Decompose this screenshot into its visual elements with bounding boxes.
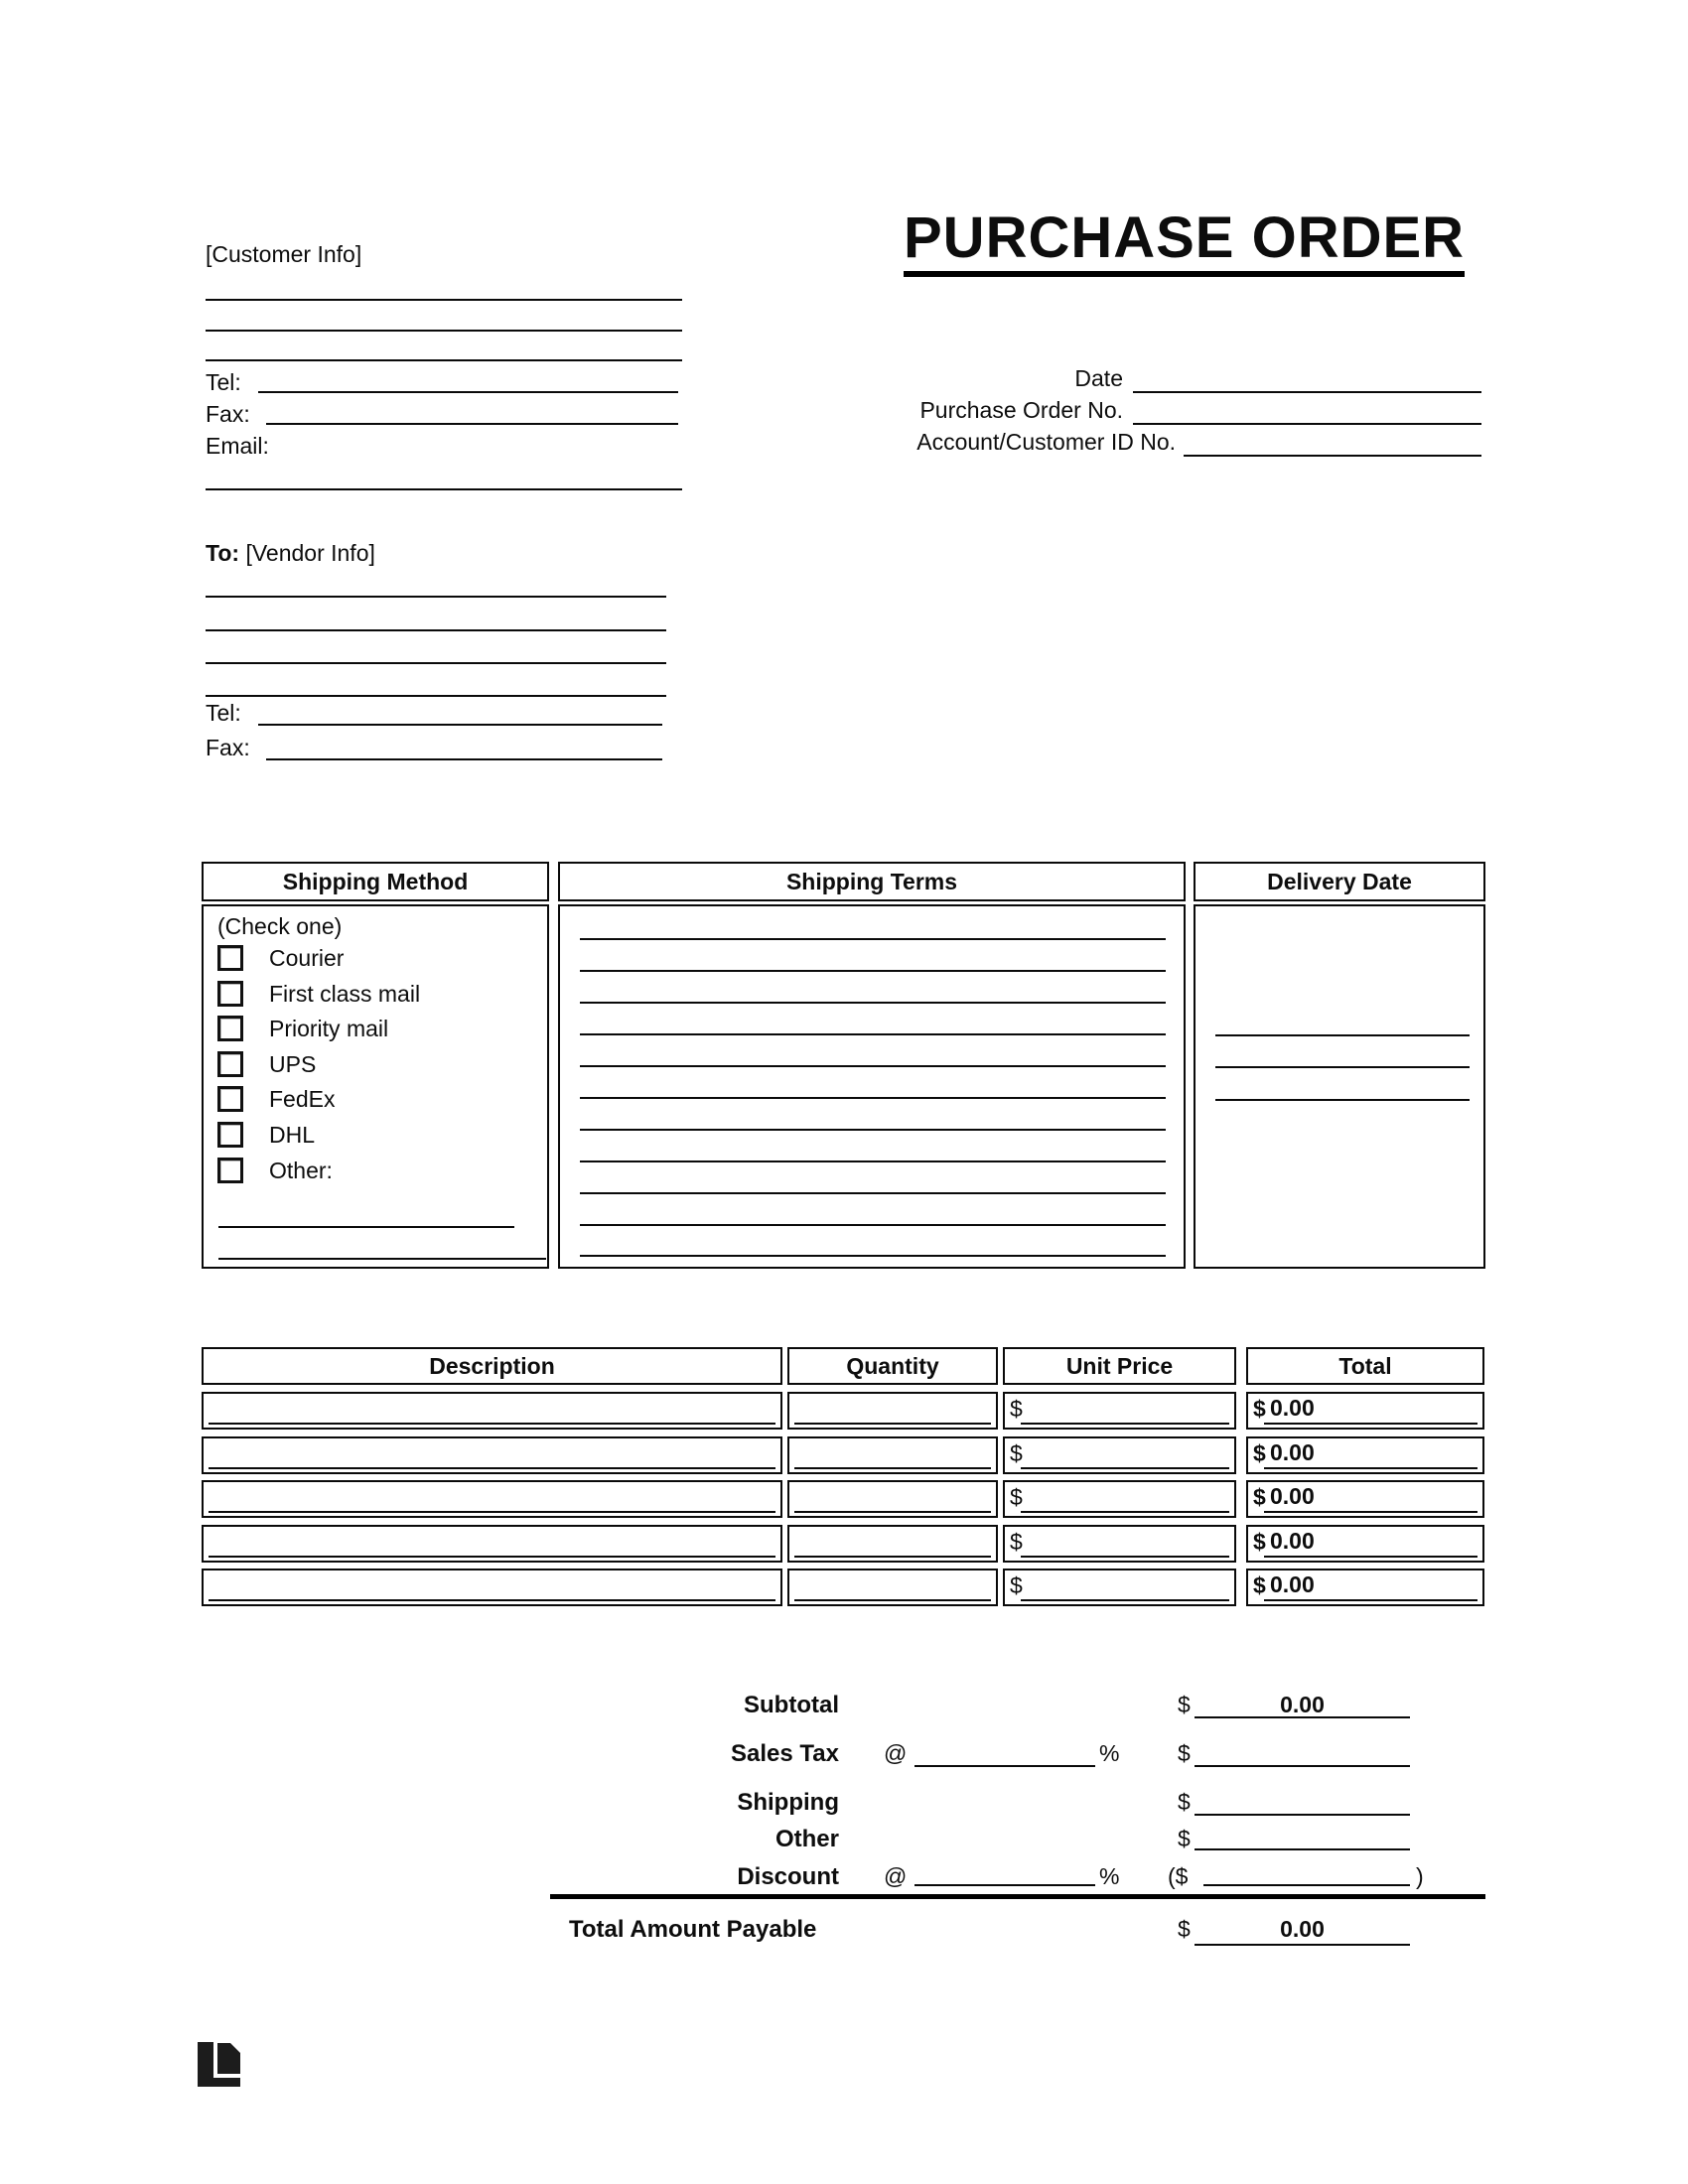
- item-row-4-unit-price-cell: [1003, 1525, 1236, 1563]
- item-row-3-total-cell: [1246, 1480, 1484, 1518]
- ups-label: UPS: [269, 1050, 317, 1077]
- currency-symbol: $: [1010, 1440, 1023, 1466]
- check-one-label: (Check one): [217, 913, 343, 939]
- courier-label: Courier: [269, 944, 345, 971]
- shipping-option-courier[interactable]: [217, 944, 344, 972]
- vendor-fax-field[interactable]: [266, 758, 662, 760]
- sales-tax-currency: $: [1178, 1740, 1191, 1766]
- legal-templates-logo: [198, 2042, 240, 2092]
- item-row-1-unit-price-field[interactable]: [1021, 1423, 1229, 1425]
- description-header: Description: [202, 1347, 782, 1385]
- totals-divider: [550, 1894, 1485, 1899]
- item-row-2-unit-price-field[interactable]: [1021, 1467, 1229, 1469]
- total-header: Total: [1246, 1347, 1484, 1385]
- other-checkbox[interactable]: [217, 1158, 243, 1183]
- shipping-method-cell: [202, 904, 549, 1269]
- shipping-option-priority-mail[interactable]: [217, 1015, 388, 1042]
- discount-close-paren: ): [1416, 1863, 1424, 1889]
- vendor-address-line-3[interactable]: [206, 662, 666, 664]
- customer-fax-label: Fax:: [206, 401, 250, 427]
- other-method-field[interactable]: [218, 1226, 514, 1228]
- shipping-method-header: Shipping Method: [202, 862, 549, 901]
- shipping-terms-line-4[interactable]: [580, 1033, 1166, 1035]
- item-row-5-quantity-cell: [787, 1569, 998, 1606]
- shipping-terms-line-8[interactable]: [580, 1160, 1166, 1162]
- fedex-label: FedEx: [269, 1085, 336, 1112]
- item-row-2-description-cell: [202, 1436, 782, 1474]
- item-row-2-unit-price-cell: [1003, 1436, 1236, 1474]
- item-row-5-description-cell: [202, 1569, 782, 1606]
- discount-at-symbol: @: [884, 1863, 908, 1889]
- shipping-terms-header: Shipping Terms: [558, 862, 1186, 901]
- subtotal-currency: $: [1178, 1692, 1191, 1717]
- subtotal-label: Subtotal: [744, 1692, 839, 1718]
- item-row-5-unit-price-field[interactable]: [1021, 1599, 1229, 1601]
- unit-price-header: Unit Price: [1003, 1347, 1236, 1385]
- delivery-date-line-2[interactable]: [1215, 1066, 1470, 1068]
- item-row-1-total-value: 0.00: [1270, 1395, 1315, 1421]
- item-row-3-unit-price-field[interactable]: [1021, 1511, 1229, 1513]
- vendor-address-line-2[interactable]: [206, 629, 666, 631]
- customer-info-label: [Customer Info]: [206, 241, 362, 267]
- shipping-option-dhl[interactable]: [217, 1121, 315, 1149]
- item-row-5-quantity-field[interactable]: [794, 1599, 991, 1601]
- other-method-field-2[interactable]: [218, 1258, 546, 1260]
- discount-open-paren: ($: [1168, 1863, 1189, 1889]
- item-row-2-quantity-cell: [787, 1436, 998, 1474]
- discount-field[interactable]: [1203, 1884, 1410, 1886]
- shipping-terms-line-7[interactable]: [580, 1129, 1166, 1131]
- item-row-4-description-field[interactable]: [209, 1556, 775, 1558]
- currency-symbol: $: [1010, 1484, 1023, 1510]
- customer-tel-label: Tel:: [206, 369, 241, 395]
- page-title: PURCHASE ORDER: [904, 208, 1465, 277]
- customer-address-line-3[interactable]: [206, 359, 682, 361]
- shipping-terms-line-11[interactable]: [580, 1255, 1166, 1257]
- to-label: To:: [206, 540, 240, 566]
- currency-symbol: $: [1253, 1529, 1266, 1555]
- shipping-terms-line-3[interactable]: [580, 1002, 1166, 1004]
- customer-fax-field[interactable]: [266, 423, 678, 425]
- customer-email-field[interactable]: [206, 488, 682, 490]
- other-label: Other: [774, 1826, 839, 1852]
- po-number-label: Purchase Order No.: [919, 397, 1123, 423]
- priority-mail-label: Priority mail: [269, 1015, 389, 1041]
- dhl-label: DHL: [269, 1121, 316, 1148]
- currency-symbol: $: [1253, 1440, 1266, 1466]
- item-row-3-description-cell: [202, 1480, 782, 1518]
- fedex-checkbox[interactable]: [217, 1086, 243, 1112]
- vendor-address-line-1[interactable]: [206, 596, 666, 598]
- item-row-4-unit-price-field[interactable]: [1021, 1556, 1229, 1558]
- vendor-tel-label: Tel:: [206, 700, 241, 726]
- item-row-2-total-value: 0.00: [1270, 1439, 1315, 1465]
- delivery-date-header: Delivery Date: [1194, 862, 1485, 901]
- shipping-terms-line-2[interactable]: [580, 970, 1166, 972]
- item-row-2-quantity-field[interactable]: [794, 1467, 991, 1469]
- item-row-1-total-field: [1264, 1423, 1477, 1425]
- currency-symbol: $: [1253, 1484, 1266, 1510]
- customer-email-label: Email:: [206, 433, 269, 459]
- dhl-checkbox[interactable]: [217, 1122, 243, 1148]
- shipping-option-other[interactable]: [217, 1157, 333, 1184]
- sales-tax-at-symbol: @: [884, 1740, 908, 1766]
- discount-percent-symbol: %: [1099, 1863, 1120, 1889]
- courier-checkbox[interactable]: [217, 945, 243, 971]
- other-label: Other:: [269, 1157, 333, 1183]
- po-number-field[interactable]: [1133, 423, 1481, 425]
- date-label: Date: [1074, 365, 1123, 391]
- item-row-1-quantity-field[interactable]: [794, 1423, 991, 1425]
- shipping-currency: $: [1178, 1789, 1191, 1815]
- item-row-4-quantity-field[interactable]: [794, 1556, 991, 1558]
- other-field[interactable]: [1195, 1848, 1410, 1850]
- shipping-terms-line-5[interactable]: [580, 1065, 1166, 1067]
- shipping-terms-line-1[interactable]: [580, 938, 1166, 940]
- item-row-4-total-field: [1264, 1556, 1477, 1558]
- item-row-5-description-field[interactable]: [209, 1599, 775, 1601]
- ups-checkbox[interactable]: [217, 1051, 243, 1077]
- delivery-date-cell: [1194, 904, 1485, 1269]
- currency-symbol: $: [1010, 1529, 1023, 1555]
- vendor-info-label: [206, 540, 375, 567]
- subtotal-value: 0.00: [1280, 1692, 1325, 1717]
- currency-symbol: $: [1253, 1396, 1266, 1422]
- item-row-2-total-cell: [1246, 1436, 1484, 1474]
- item-row-2-description-field[interactable]: [209, 1467, 775, 1469]
- shipping-option-first-class-mail[interactable]: [217, 980, 420, 1008]
- item-row-1-description-field[interactable]: [209, 1423, 775, 1425]
- currency-symbol: $: [1010, 1572, 1023, 1598]
- shipping-option-fedex[interactable]: [217, 1085, 335, 1113]
- currency-symbol: $: [1010, 1396, 1023, 1422]
- account-id-field[interactable]: [1184, 455, 1481, 457]
- discount-rate-field[interactable]: [914, 1884, 1095, 1886]
- item-row-5-total-cell: [1246, 1569, 1484, 1606]
- account-id-label: Account/Customer ID No.: [916, 429, 1176, 455]
- item-row-3-quantity-cell: [787, 1480, 998, 1518]
- first-class-mail-checkbox[interactable]: [217, 981, 243, 1007]
- total-amount-field[interactable]: [1195, 1944, 1410, 1946]
- item-row-4-quantity-cell: [787, 1525, 998, 1563]
- shipping-terms-line-6[interactable]: [580, 1097, 1166, 1099]
- item-row-3-quantity-field[interactable]: [794, 1511, 991, 1513]
- customer-address-line-2[interactable]: [206, 330, 682, 332]
- customer-tel-field[interactable]: [258, 391, 678, 393]
- item-row-3-unit-price-cell: [1003, 1480, 1236, 1518]
- total-amount-value: 0.00: [1280, 1916, 1325, 1942]
- item-row-1-quantity-cell: [787, 1392, 998, 1430]
- sales-tax-field[interactable]: [1195, 1765, 1410, 1767]
- delivery-date-line-1[interactable]: [1215, 1034, 1470, 1036]
- shipping-terms-line-9[interactable]: [580, 1192, 1166, 1194]
- other-currency: $: [1178, 1826, 1191, 1851]
- vendor-tel-field[interactable]: [258, 724, 662, 726]
- priority-mail-checkbox[interactable]: [217, 1016, 243, 1041]
- customer-address-line-1[interactable]: [206, 299, 682, 301]
- sales-tax-rate-field[interactable]: [914, 1765, 1095, 1767]
- item-row-4-total-cell: [1246, 1525, 1484, 1563]
- shipping-terms-line-10[interactable]: [580, 1224, 1166, 1226]
- quantity-header: Quantity: [787, 1347, 998, 1385]
- total-amount-payable-label: Total Amount Payable: [569, 1916, 817, 1943]
- vendor-fax-label: Fax:: [206, 735, 250, 760]
- discount-label: Discount: [737, 1863, 839, 1890]
- item-row-5-unit-price-cell: [1003, 1569, 1236, 1606]
- item-row-3-total-field: [1264, 1511, 1477, 1513]
- shipping-label: Shipping: [737, 1789, 839, 1816]
- currency-symbol: $: [1253, 1572, 1266, 1598]
- item-row-4-total-value: 0.00: [1270, 1528, 1315, 1554]
- item-row-3-total-value: 0.00: [1270, 1483, 1315, 1509]
- date-field[interactable]: [1133, 391, 1481, 393]
- item-row-5-total-field: [1264, 1599, 1477, 1601]
- item-row-2-total-field: [1264, 1467, 1477, 1469]
- shipping-option-ups[interactable]: [217, 1050, 316, 1078]
- item-row-3-description-field[interactable]: [209, 1511, 775, 1513]
- item-row-1-unit-price-cell: [1003, 1392, 1236, 1430]
- vendor-placeholder: [Vendor Info]: [245, 540, 375, 566]
- vendor-address-line-4[interactable]: [206, 695, 666, 697]
- total-amount-currency: $: [1178, 1916, 1191, 1942]
- sales-tax-percent-symbol: %: [1099, 1740, 1120, 1766]
- shipping-terms-cell: [558, 904, 1186, 1269]
- item-row-4-description-cell: [202, 1525, 782, 1563]
- sales-tax-label: Sales Tax: [731, 1740, 839, 1767]
- item-row-5-total-value: 0.00: [1270, 1571, 1315, 1597]
- item-row-1-description-cell: [202, 1392, 782, 1430]
- item-row-1-total-cell: [1246, 1392, 1484, 1430]
- first-class-mail-label: First class mail: [269, 980, 421, 1007]
- subtotal-field[interactable]: [1195, 1716, 1410, 1718]
- shipping-field[interactable]: [1195, 1814, 1410, 1816]
- delivery-date-line-3[interactable]: [1215, 1099, 1470, 1101]
